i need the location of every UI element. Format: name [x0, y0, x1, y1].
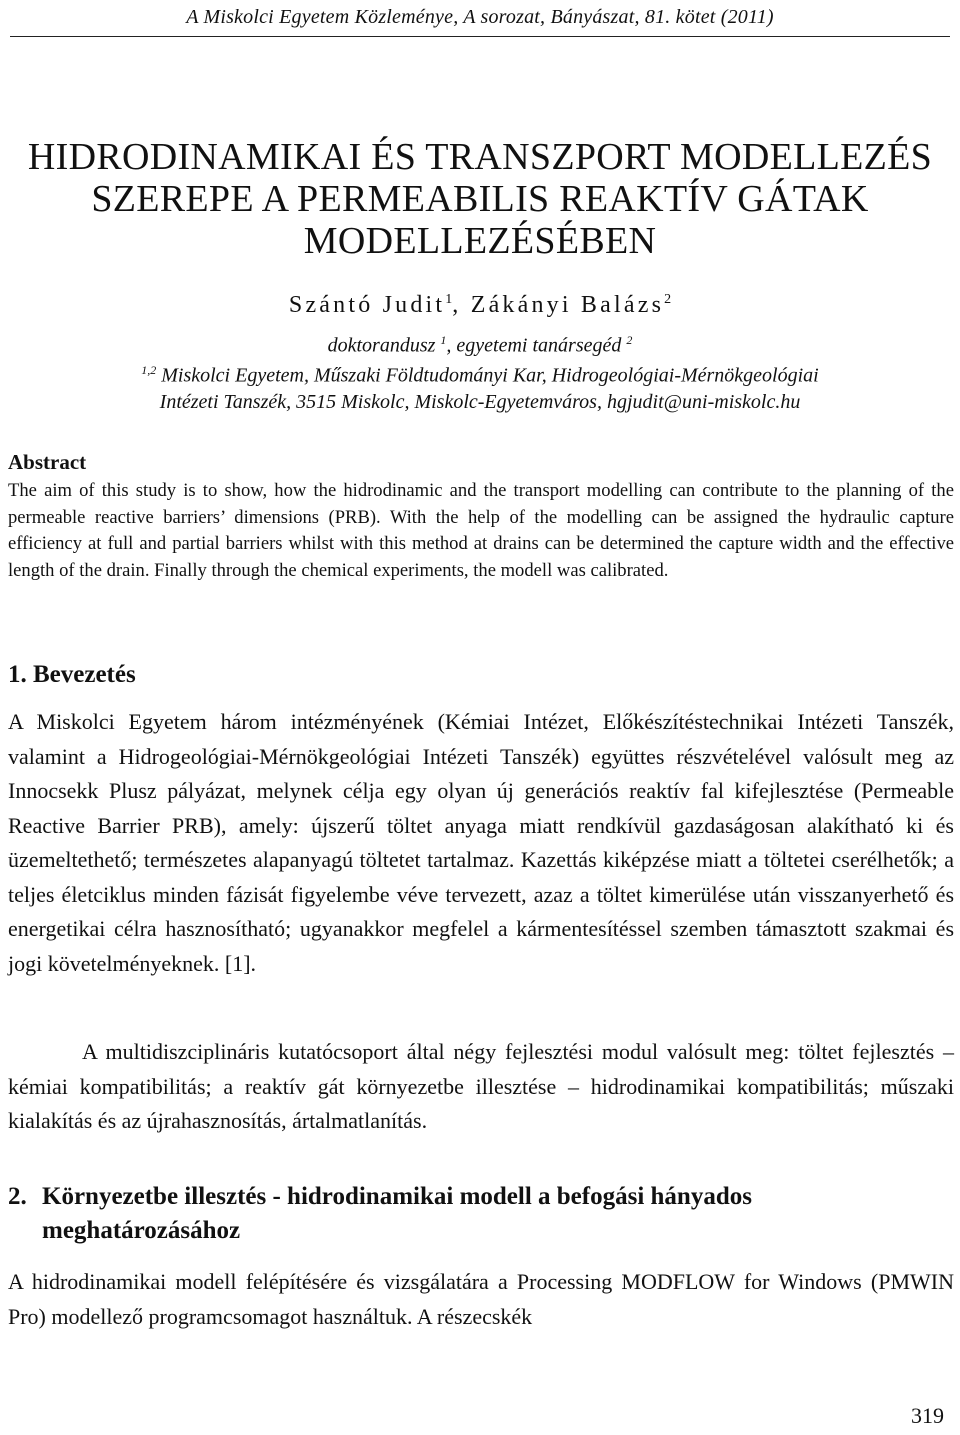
section-1-heading: 1. Bevezetés [8, 661, 136, 688]
running-header: A Miskolci Egyetem Közleménye, A sorozat, Bányászat, 81. kötet (2011) [186, 6, 774, 28]
role-2: , egyetemi tanársegéd [446, 334, 627, 357]
section-2-number: 2. [8, 1183, 27, 1210]
section-2-heading-line-1: Környezetbe illesztés - hidrodinamikai modell a befogási hányados [42, 1183, 752, 1210]
role-1-superscript: 1 [440, 333, 447, 347]
affiliation-line-2: Intézeti Tanszék, 3515 Miskolc, Miskolc-Egyetemváros, hgjudit@uni-miskolc.hu [159, 390, 801, 413]
abstract-text: The aim of this study is to show, how the hidrodinamic and the transport modelling can contribute to the planning of the permeable reactive barriers’ dimensions (PRB). With the help of the modelling can be assigned the hydraulic capture efficiency at full and partial barriers whilst with this method at drains can be determined the capture width and the effective length of the drain. Finally through the chemical experiments, the modell was calibrated. [8, 480, 954, 581]
title-line-2: SZEREPE A PERMEABILIS REAKTÍV GÁTAK [91, 178, 869, 220]
section-2-paragraph-1: A hidrodinamikai modell felépítésére és vizsgálatára a Processing MODFLOW for Windows (PMWIN Pro) modellező programcsomagot használtuk. A részecskék [8, 1269, 954, 1329]
author-roles [0, 333, 960, 358]
author-1-superscript: 1 [445, 292, 453, 307]
paper-title [0, 136, 960, 262]
title-line-3: MODELLEZÉSÉBEN [303, 220, 657, 262]
title-line-1: HIDRODINAMIKAI ÉS TRANSZPORT MODELLEZÉS [27, 136, 933, 178]
affiliation-line-1-text: Miskolci Egyetem, Műszaki Földtudományi Kar, Hidrogeológiai-Mérnökgeológiai [156, 364, 819, 387]
author-2-superscript: 2 [664, 292, 672, 307]
page-number: 319 [911, 1403, 944, 1428]
section-1-paragraph-1: A Miskolci Egyetem három intézményének (Kémiai Intézet, Előkészítéstechnikai Intézeti Tanszék, valamint a Hidrogeológiai-Mérnökgeológiai Intézeti Tanszék) együttes részvételével valósult meg az Innocsekk Plusz pályázat, melynek célja egy olyan új generációs reaktív fal kifejlesztése (Permeable Reactive Barrier PRB), amely: újszerű töltet anyaga miatt rendkívül gazdaságosan alakítható ki és üzemeltethető; természetes alapanyagú töltetet tartalmaz. Kazettás kiképzése miatt a töltetei cserélhetők; a teljes életciklus minden fázisát figyelembe véve tervezett, azaz a töltet kimerülése után visszanyerhető és energetikai célra hasznosítható; ugyanakkor megfelel a kármentesítéssel szemben támasztott szakmai és jogi követelményeknek. [1]. [8, 709, 954, 976]
role-1: doktorandusz [327, 334, 441, 357]
abstract-heading: Abstract [8, 450, 87, 474]
role-2-superscript: 2 [626, 333, 633, 347]
affiliation-line-1 [0, 357, 960, 389]
section-2-heading-line-2: meghatározásához [42, 1217, 241, 1244]
author-list [0, 292, 960, 319]
author-2: Zákányi Balázs [470, 292, 665, 318]
section-1-paragraph-2: A multidiszciplináris kutatócsoport által négy fejlesztési modul valósult meg: töltet fejlesztés – kémiai kompatibilitás; a reaktív gát környezetbe illesztése – hidrodinamikai kompatibilitás; műszaki kialakítás és az újrahasznosítás, ártalmatlanítás. [8, 1039, 954, 1133]
affiliation [0, 357, 960, 415]
affiliation-superscript: 1,2 [141, 363, 157, 377]
header-rule [10, 36, 950, 37]
author-separator: , [452, 292, 471, 318]
author-1: Szántó Judit [288, 292, 446, 318]
section-2-heading [8, 1180, 954, 1248]
